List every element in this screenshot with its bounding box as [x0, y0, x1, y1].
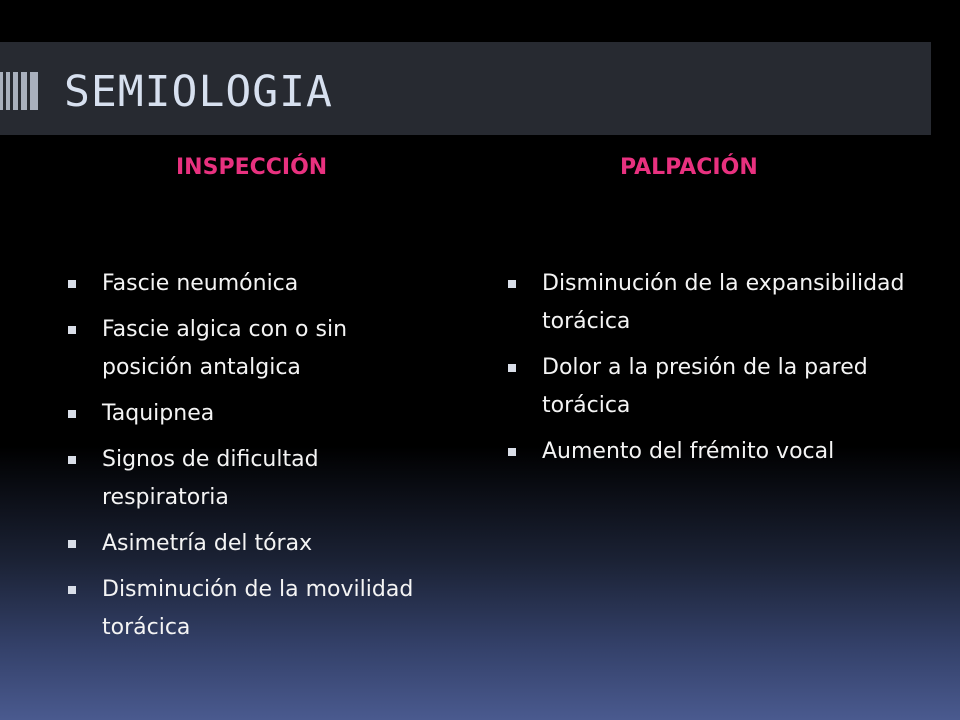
bullet-item — [64, 525, 424, 563]
bullet-text: Fascie algica con o sin posición antalgica — [102, 317, 348, 380]
palpacion-bullet-list — [504, 265, 924, 479]
slide-title: SEMIOLOGIA — [64, 67, 333, 117]
square-bullet-icon — [508, 280, 516, 288]
bullet-item — [504, 349, 924, 425]
bullet-text: Taquipnea — [102, 401, 215, 426]
inspeccion-bullet-list — [64, 265, 424, 655]
bullet-text: Signos de dificultad respiratoria — [102, 447, 319, 510]
bullet-item — [64, 441, 424, 517]
bullet-text: Aumento del frémito vocal — [542, 439, 835, 464]
bullet-text: Disminución de la expansibilidad torácica — [542, 271, 905, 334]
bullet-text: Fascie neumónica — [102, 271, 299, 296]
bullet-item — [504, 433, 924, 471]
square-bullet-icon — [68, 410, 76, 418]
square-bullet-icon — [68, 586, 76, 594]
bullet-item — [504, 265, 924, 341]
square-bullet-icon — [68, 326, 76, 334]
bullet-item — [64, 311, 424, 387]
title-decoration-icon — [0, 72, 42, 110]
square-bullet-icon — [508, 364, 516, 372]
square-bullet-icon — [508, 448, 516, 456]
bullet-text: Asimetría del tórax — [102, 531, 313, 556]
bullet-item — [64, 265, 424, 303]
bullet-item — [64, 571, 424, 647]
square-bullet-icon — [68, 456, 76, 464]
bullet-text: Disminución de la movilidad torácica — [102, 577, 414, 640]
square-bullet-icon — [68, 540, 76, 548]
column-heading-palpacion: PALPACIÓN — [620, 155, 758, 180]
bullet-item — [64, 395, 424, 433]
square-bullet-icon — [68, 280, 76, 288]
bullet-text: Dolor a la presión de la pared torácica — [542, 355, 868, 418]
column-heading-inspeccion: INSPECCIÓN — [176, 155, 328, 180]
